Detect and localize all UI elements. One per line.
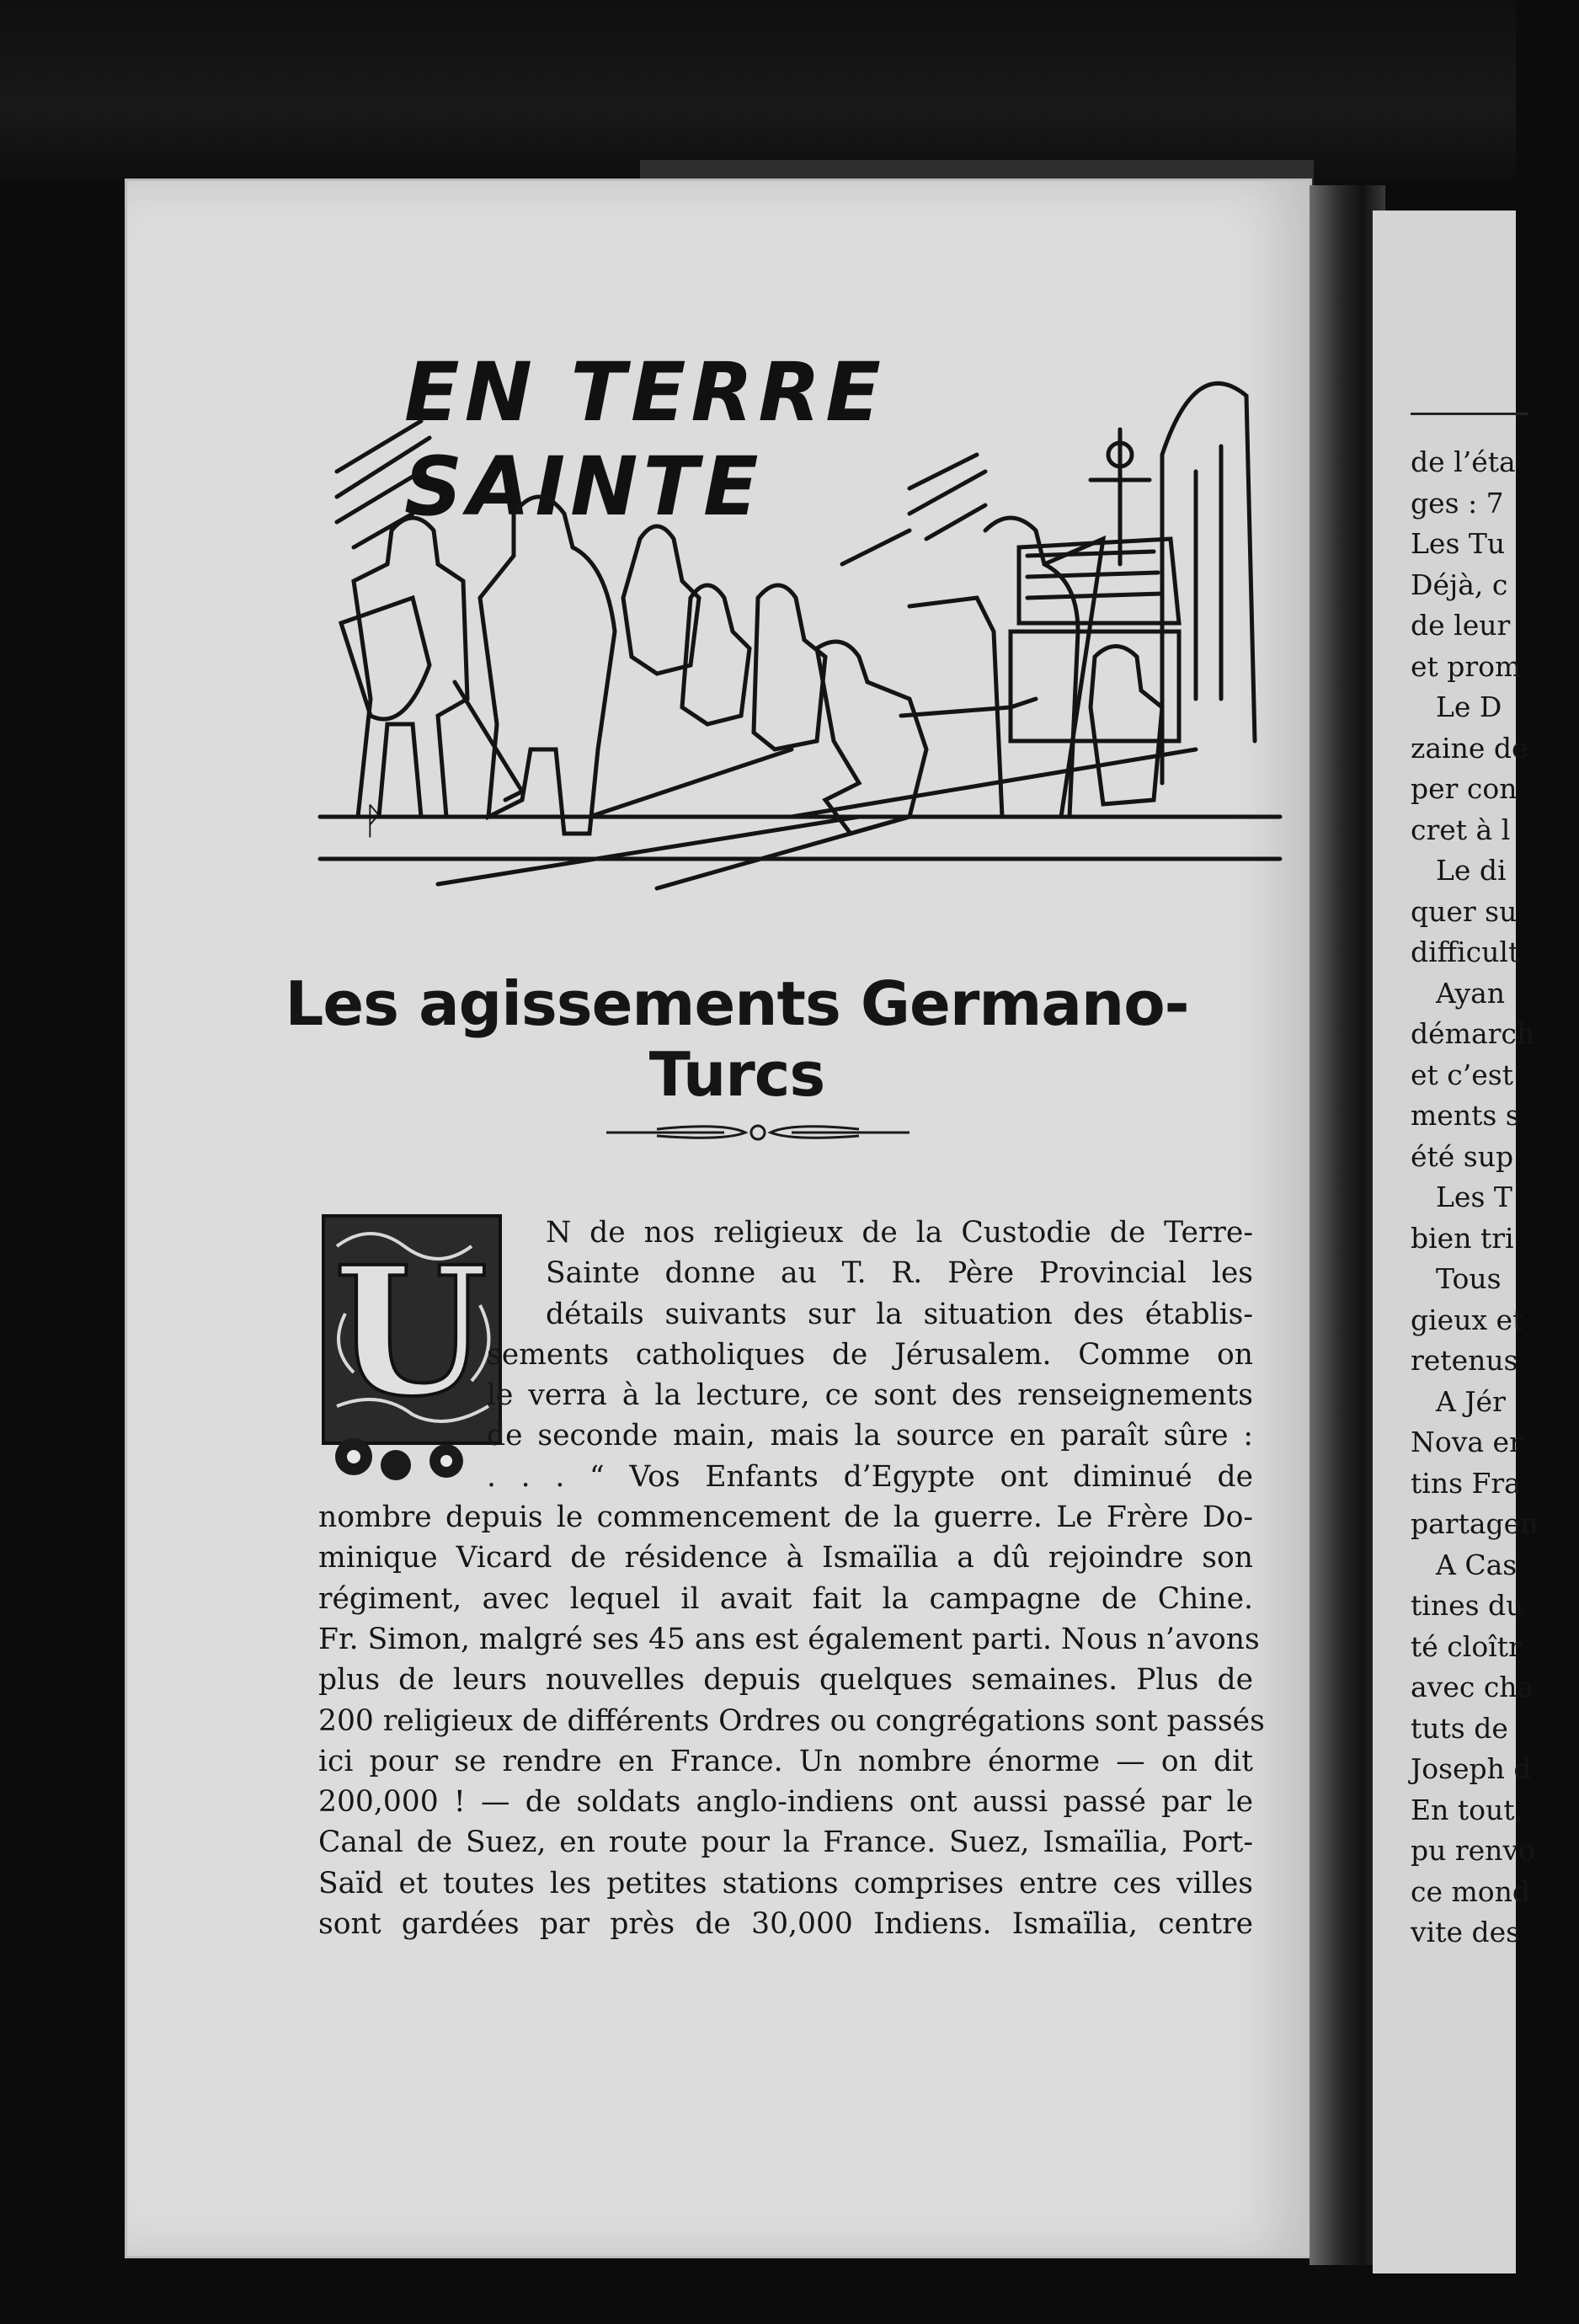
text-line: 200 religieux de différents Ordres ou congrégations sont passés	[318, 1703, 1265, 1738]
text-line: Ayan	[1436, 976, 1506, 1010]
text-line: sements catholiques de Jérusalem. Comme on	[487, 1337, 1253, 1372]
text-line: 200,000 ! — de soldats anglo-indiens ont aussi passé par le	[318, 1785, 1253, 1820]
text-line: sont gardées par près de 30,000 Indiens. Ismaïlia, centre	[318, 1907, 1253, 1942]
text-line: té cloîtr	[1411, 1629, 1522, 1663]
artist-monogram: ᚹ	[362, 800, 385, 843]
article-heading: Les agissements Germano-Turcs	[285, 968, 1189, 1110]
text-line: bien tri	[1411, 1221, 1514, 1255]
illustration-title: EN TERRE SAINTE	[404, 345, 886, 534]
right-page	[1373, 211, 1539, 2273]
text-line: ments s	[1411, 1099, 1520, 1132]
ornament-divider	[606, 1116, 910, 1149]
article-body	[318, 1213, 1265, 1944]
text-line: A Cas	[1436, 1548, 1518, 1581]
text-line: plus de leurs nouvelles depuis quelques semaines. Plus de	[318, 1663, 1253, 1698]
rule-line	[1411, 413, 1528, 415]
text-line: détails suivants sur la situation des établis-	[546, 1297, 1253, 1331]
text-line: A Jér	[1436, 1384, 1506, 1418]
text-line: ce mond	[1411, 1874, 1531, 1908]
text-line: tuts de	[1411, 1711, 1508, 1745]
text-line: tines du	[1411, 1589, 1524, 1622]
text-line: été sup	[1411, 1139, 1514, 1173]
text-line: Les Tu	[1411, 527, 1506, 560]
text-line: retenus	[1411, 1344, 1518, 1377]
text-line: avec cha	[1411, 1671, 1534, 1703]
text-line: ici pour se rendre en France. Un nombre énorme — on dit	[318, 1744, 1253, 1778]
text-line: démarch	[1411, 1017, 1535, 1050]
text-line: le verra à la lecture, ce sont des renseignements	[487, 1378, 1253, 1413]
text-line: En tout,	[1411, 1793, 1523, 1826]
text-line: per con	[1411, 772, 1518, 805]
text-line: et prom	[1411, 649, 1522, 683]
text-line: pu renvo	[1411, 1834, 1535, 1867]
text-line: zaine de	[1411, 731, 1528, 765]
text-line: Le di	[1436, 854, 1507, 887]
text-line: N de nos religieux de la Custodie de Terre-	[546, 1216, 1253, 1250]
text-line: . . . “ Vos Enfants d’Egypte ont diminué de	[487, 1459, 1253, 1494]
drop-cap-letter: U	[333, 1228, 488, 1436]
text-line: de seconde main, mais la source en paraît sûre :	[487, 1419, 1253, 1453]
text-line: Saïd et toutes les petites stations comprises entre ces villes	[318, 1866, 1253, 1900]
text-line: Sainte donne au T. R. Père Provincial les	[546, 1256, 1253, 1291]
text-line: Nova er	[1411, 1426, 1523, 1458]
knighting-scene-drawing	[320, 345, 1280, 893]
text-line: nombre depuis le commencement de la guerre. Le Frère Do-	[318, 1500, 1253, 1535]
text-line: Les T	[1436, 1181, 1512, 1213]
text-line: tins Fra	[1411, 1466, 1521, 1500]
text-line: partagen	[1411, 1507, 1539, 1540]
scan-background	[0, 0, 1516, 181]
text-line: vite des	[1411, 1916, 1521, 1948]
text-line: gieux et	[1411, 1303, 1524, 1336]
text-line: Joseph d	[1411, 1752, 1532, 1785]
text-line: régiment, avec lequel il avait fait la campagne de Chine.	[318, 1581, 1253, 1616]
right-page-text	[1411, 442, 1579, 1954]
text-line: quer su	[1411, 894, 1518, 928]
text-line: ges : 7	[1411, 486, 1504, 520]
illustration	[320, 345, 1280, 893]
text-line: Fr. Simon, malgré ses 45 ans est également parti. Nous n’avons	[318, 1622, 1260, 1656]
text-line: difficult	[1411, 935, 1520, 968]
text-line: de leur	[1411, 609, 1511, 642]
text-line: cret à l	[1411, 813, 1511, 846]
text-line: Canal de Suez, en route pour la France. Suez, Ismaïlia, Port-	[318, 1826, 1253, 1860]
text-line: de l’éta	[1411, 445, 1516, 478]
text-line: Le D	[1436, 690, 1502, 723]
text-line: minique Vicard de résidence à Ismaïlia a dû rejoindre son	[318, 1541, 1253, 1575]
text-line: Tous	[1436, 1262, 1502, 1295]
text-line: Déjà, c	[1411, 568, 1508, 601]
text-line: et c’est	[1411, 1058, 1513, 1091]
